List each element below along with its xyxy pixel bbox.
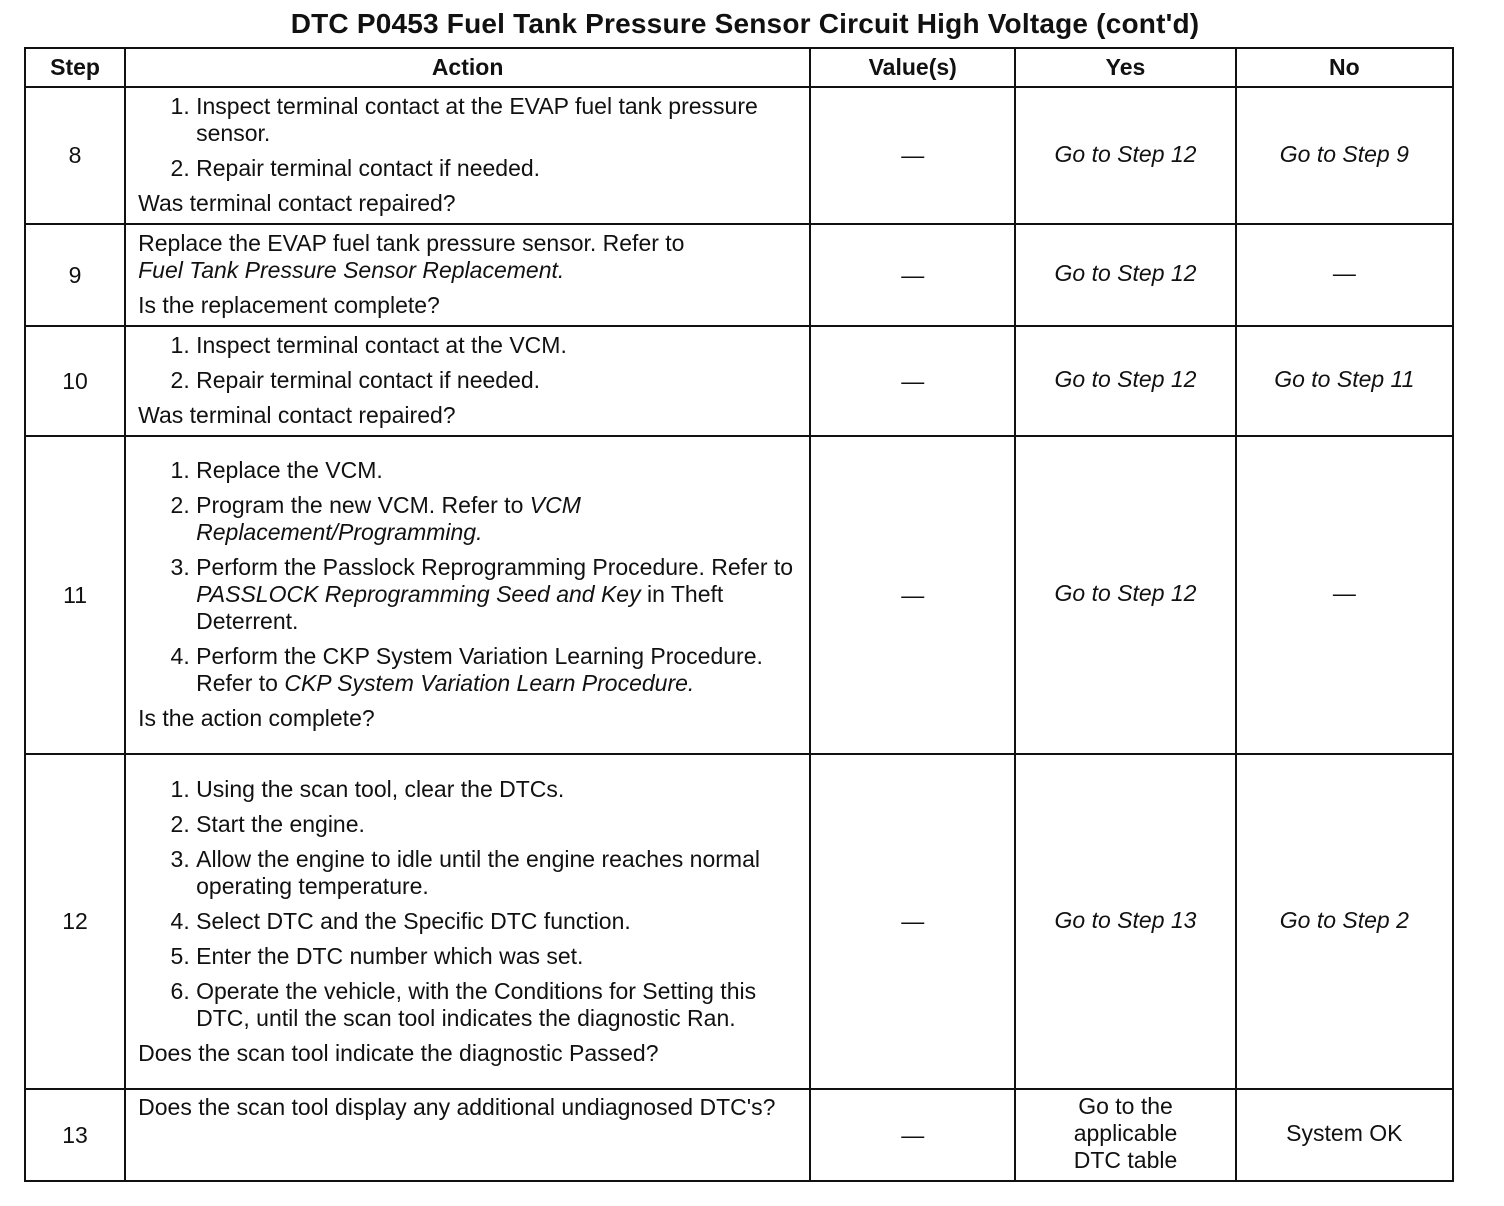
yes-line: applicable [1073, 1120, 1178, 1146]
action-intro-text: Replace the EVAP fuel tank pressure sensor. Refer to [138, 230, 685, 256]
table-row [25, 326, 1453, 436]
action-step: 2. Start the engine. [196, 811, 799, 838]
step-number: 13 [25, 1089, 125, 1181]
diagnostic-table [24, 47, 1454, 1182]
action-step-text: Program the new VCM. Refer to [196, 492, 530, 518]
yes-line: DTC table [1073, 1147, 1178, 1173]
no-cell: Go to Step 11 [1236, 326, 1453, 436]
no-cell: — [1236, 224, 1453, 326]
action-question: Was terminal contact repaired? [138, 402, 456, 428]
yes-line: Go to the [1078, 1093, 1173, 1119]
action-step: 1. Inspect terminal contact at the VCM. [196, 332, 799, 359]
no-cell: System OK [1236, 1089, 1453, 1181]
value-cell: — [810, 326, 1015, 436]
yes-cell: Go to Step 12 [1015, 224, 1235, 326]
yes-cell [1015, 1089, 1235, 1181]
action-intro [138, 230, 799, 284]
action-steps [138, 93, 799, 182]
action-step: 5. Enter the DTC number which was set. [196, 943, 799, 970]
action-step: 1. Inspect terminal contact at the EVAP fuel tank pressure sensor. [196, 93, 799, 147]
step-number: 10 [25, 326, 125, 436]
action-steps [138, 332, 799, 394]
value-cell: — [810, 754, 1015, 1089]
action-question: Does the scan tool indicate the diagnostic Passed? [138, 1039, 659, 1066]
table-header-row [25, 48, 1453, 87]
action-steps [138, 776, 799, 1032]
header-step: Step [25, 48, 125, 87]
action-question: Does the scan tool display any additional undiagnosed DTC's? [138, 1094, 776, 1120]
no-cell: Go to Step 2 [1236, 754, 1453, 1089]
reference-link-text: PASSLOCK Reprogramming Seed and Key [196, 581, 641, 607]
action-cell [125, 436, 810, 754]
reference-link-text: Fuel Tank Pressure Sensor Replacement. [138, 257, 565, 283]
step-number: 9 [25, 224, 125, 326]
table-row [25, 1089, 1453, 1181]
table-row [25, 754, 1453, 1089]
action-step: 6. Operate the vehicle, with the Conditions for Setting this DTC, until the scan tool indicates the diagnostic Ran. [196, 978, 799, 1032]
no-cell: Go to Step 9 [1236, 87, 1453, 224]
action-step: 2. Repair terminal contact if needed. [196, 155, 799, 182]
action-step: 4. Select DTC and the Specific DTC function. [196, 908, 799, 935]
action-cell [125, 87, 810, 224]
action-step [196, 492, 799, 546]
no-cell: — [1236, 436, 1453, 754]
table-row [25, 224, 1453, 326]
header-no: No [1236, 48, 1453, 87]
action-step: 3. Allow the engine to idle until the engine reaches normal operating temperature. [196, 846, 799, 900]
header-yes: Yes [1015, 48, 1235, 87]
action-cell [125, 1089, 810, 1181]
action-cell [125, 224, 810, 326]
yes-cell: Go to Step 13 [1015, 754, 1235, 1089]
reference-link-text: VCM Replacement/Programming. [196, 492, 581, 545]
yes-cell: Go to Step 12 [1015, 87, 1235, 224]
action-steps [138, 457, 799, 697]
action-question: Is the action complete? [138, 705, 375, 731]
page-title: DTC P0453 Fuel Tank Pressure Sensor Circuit High Voltage (cont'd) [290, 8, 1200, 39]
action-question: Is the replacement complete? [138, 292, 440, 318]
header-action: Action [125, 48, 810, 87]
value-cell: — [810, 436, 1015, 754]
action-step [196, 643, 799, 697]
header-values: Value(s) [810, 48, 1015, 87]
action-step-text: Perform the Passlock Reprogramming Procedure. Refer to [196, 554, 794, 580]
action-step: 2. Repair terminal contact if needed. [196, 367, 799, 394]
step-number: 8 [25, 87, 125, 224]
action-step-text: in Theft Deterrent. [196, 581, 724, 634]
value-cell: — [810, 87, 1015, 224]
action-step [196, 554, 799, 635]
table-row [25, 87, 1453, 224]
reference-link-text: CKP System Variation Learn Procedure. [284, 670, 695, 696]
action-question: Was terminal contact repaired? [138, 190, 456, 216]
yes-cell: Go to Step 12 [1015, 326, 1235, 436]
action-step: 1. Replace the VCM. [196, 457, 799, 484]
value-cell: — [810, 1089, 1015, 1181]
action-cell [125, 754, 810, 1089]
table-row [25, 436, 1453, 754]
action-step-text: Perform the CKP System Variation Learning Procedure. Refer to [196, 643, 763, 696]
action-cell [125, 326, 810, 436]
step-number: 12 [25, 754, 125, 1089]
yes-cell: Go to Step 12 [1015, 436, 1235, 754]
action-step: 1. Using the scan tool, clear the DTCs. [196, 776, 799, 803]
value-cell: — [810, 224, 1015, 326]
step-number: 11 [25, 436, 125, 754]
